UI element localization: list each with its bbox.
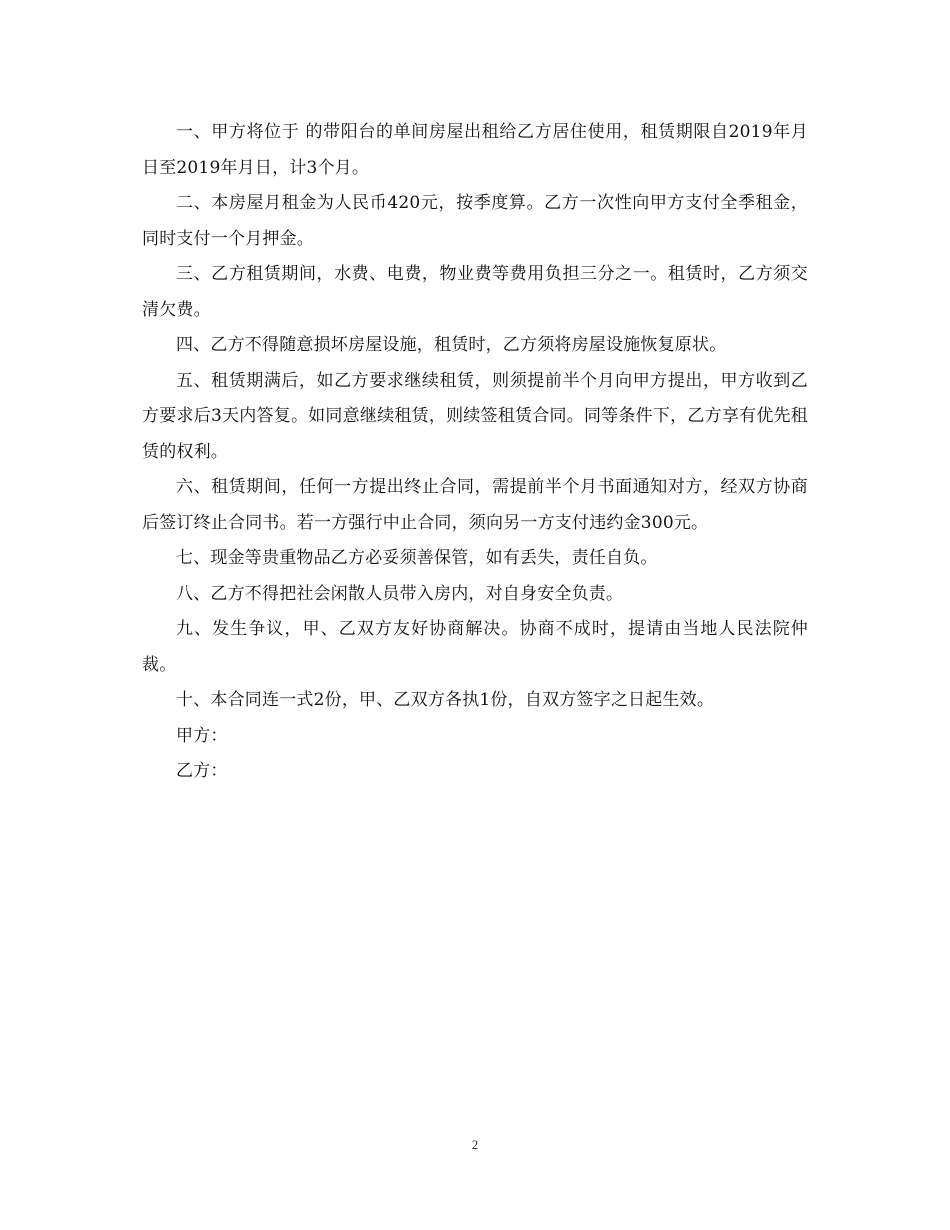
- clause-1: 一、甲方将位于 的带阳台的单间房屋出租给乙方居住使用，租赁期限自2019年月日至2019年月日，计3个月。: [142, 122, 808, 178]
- clause-2: 二、本房屋月租金为人民币420元，按季度算。乙方一次性向甲方支付全季租金，同时支付一个月押金。: [142, 193, 808, 249]
- clause-7: 七、现金等贵重物品乙方必妥须善保管，如有丢失，责任自负。: [176, 548, 658, 568]
- party-b-signature-line: 乙方：: [176, 761, 228, 781]
- document-body: [142, 115, 808, 790]
- clause-10: 十、本合同连一式2份，甲、乙双方各执1份，自双方签字之日起生效。: [176, 690, 715, 710]
- page-number: 2: [471, 1137, 479, 1152]
- clause-6: 六、租赁期间，任何一方提出终止合同，需提前半个月书面通知对方，经双方协商后签订终止合同书。若一方强行中止合同，须向另一方支付违约金300元。: [142, 477, 808, 533]
- clause-9: 九、发生争议，甲、乙双方友好协商解决。协商不成时，提请由当地人民法院仲裁。: [142, 619, 808, 675]
- clause-8: 八、乙方不得把社会闲散人员带入房内，对自身安全负责。: [176, 583, 624, 604]
- clause-4: 四、乙方不得随意损坏房屋设施，租赁时，乙方须将房屋设施恢复原状。: [176, 335, 727, 355]
- party-a-signature-line: 甲方：: [176, 725, 228, 746]
- clause-3: 三、乙方租赁期间，水费、电费，物业费等费用负担三分之一。租赁时，乙方须交清欠费。: [142, 264, 808, 320]
- clause-5: 五、租赁期满后，如乙方要求继续租赁，则须提前半个月向甲方提出，甲方收到乙方要求后3天内答复。如同意继续租赁，则续签租赁合同。同等条件下，乙方享有优先租赁的权利。: [142, 370, 808, 462]
